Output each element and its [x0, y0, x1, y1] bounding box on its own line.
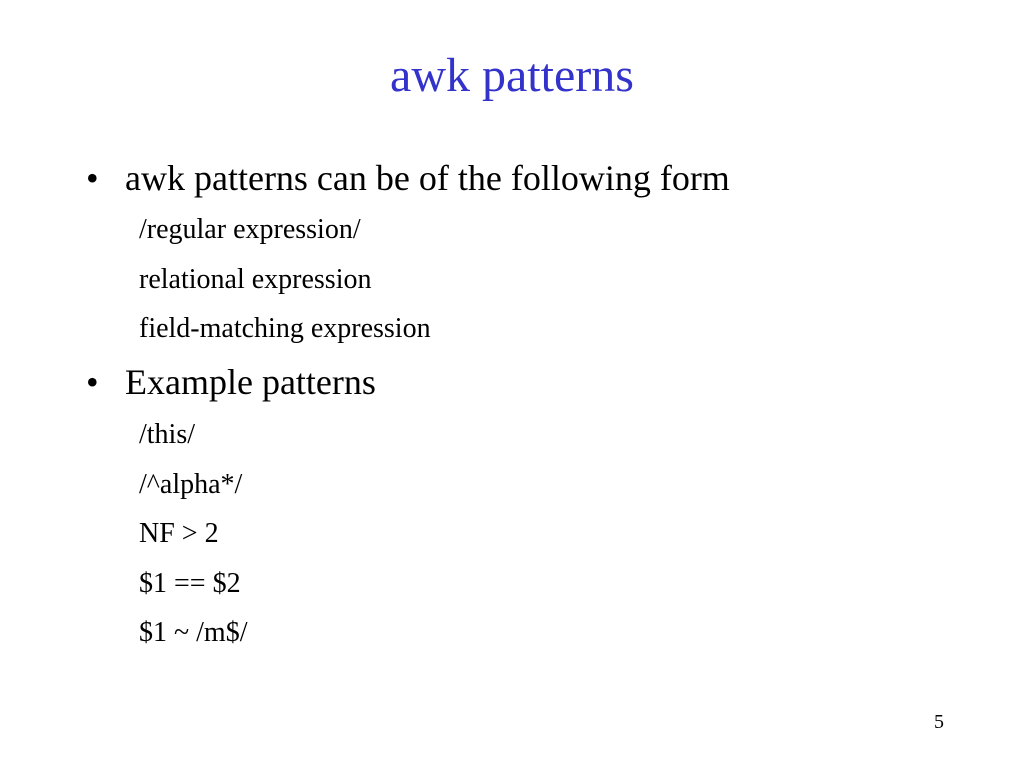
page-number: 5 [934, 711, 944, 733]
bullet-item [86, 362, 376, 402]
bullet-text: awk patterns can be of the following form [125, 158, 730, 198]
bullet-symbol: • [86, 158, 99, 198]
sub-item: relational expression [139, 263, 372, 295]
sub-item: $1 == $2 [139, 567, 241, 599]
sub-item: $1 ~ /m$/ [139, 617, 248, 648]
sub-item: /^alpha*/ [139, 468, 243, 500]
sub-item: /regular expression/ [139, 214, 361, 245]
bullet-item [86, 158, 730, 198]
sub-item: field-matching expression [139, 313, 431, 344]
slide-title: awk patterns [390, 49, 634, 102]
bullet-text: Example patterns [125, 362, 376, 402]
sub-item: /this/ [139, 419, 196, 450]
sub-list [139, 205, 431, 354]
sub-list [139, 410, 248, 658]
sub-item: NF > 2 [139, 518, 219, 549]
bullet-symbol: • [86, 362, 99, 402]
